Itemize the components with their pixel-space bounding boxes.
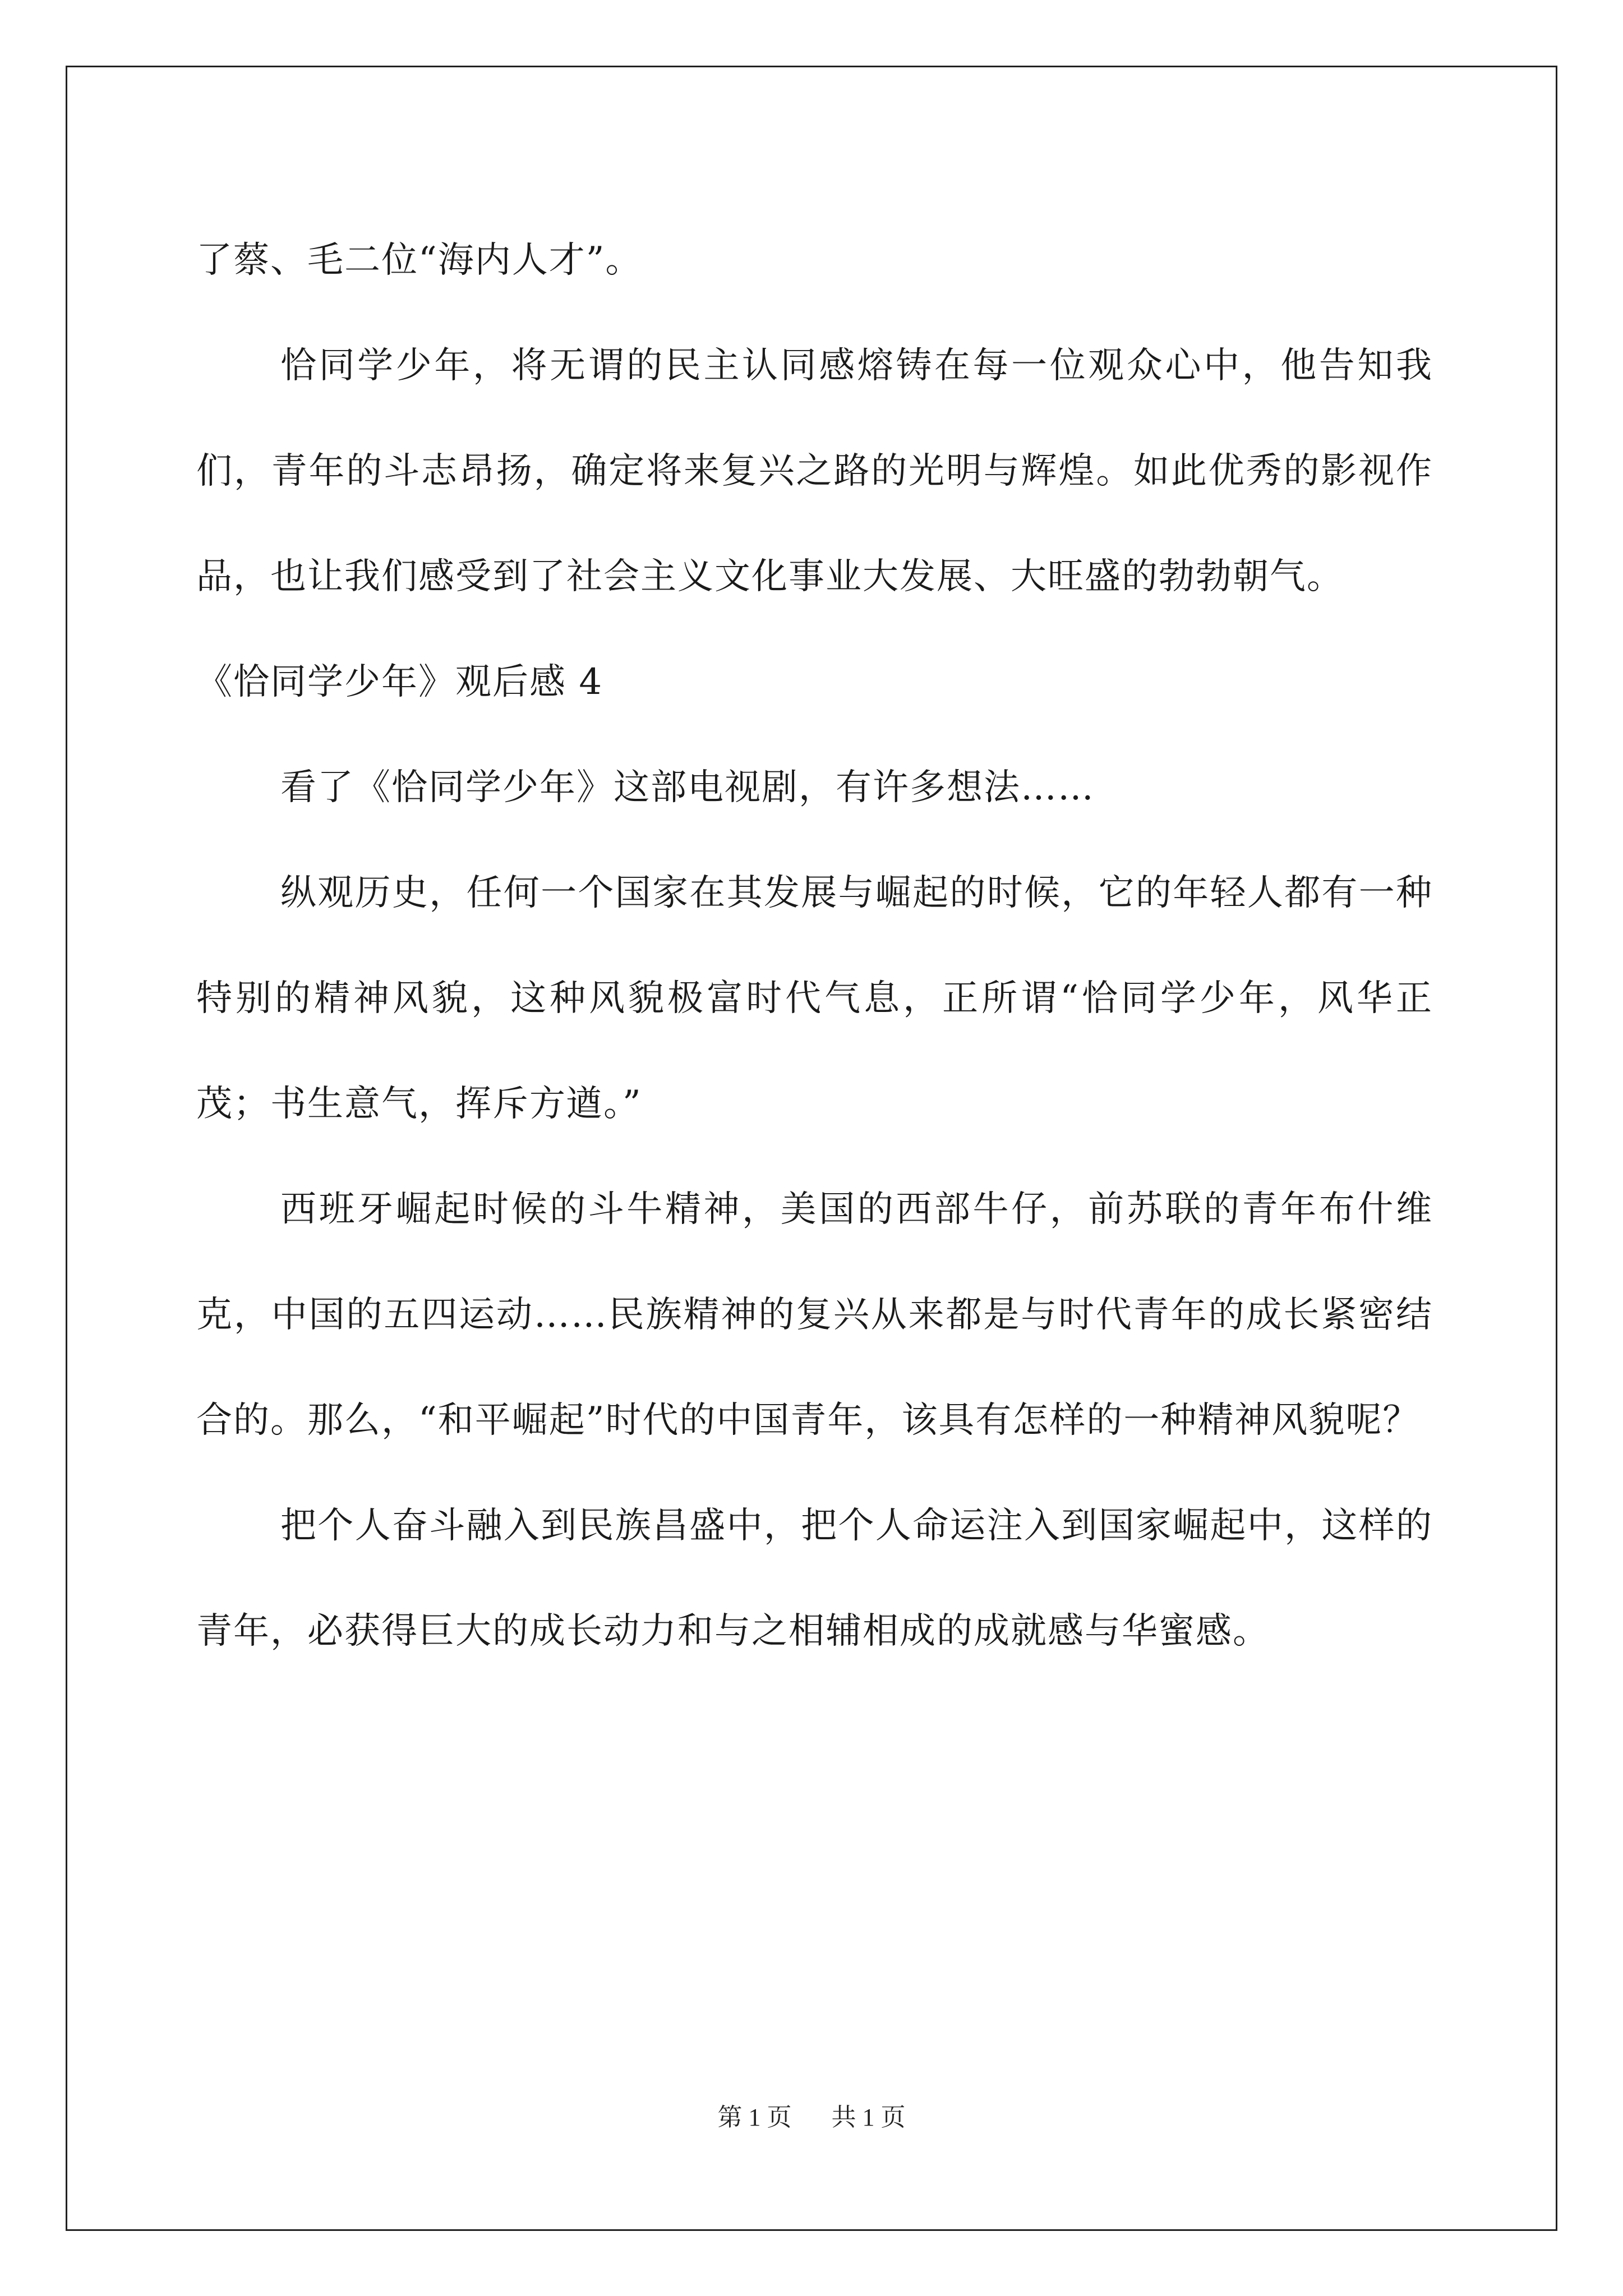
- page-number: 第 1 页: [717, 2104, 792, 2131]
- paragraph: 看了《恰同学少年》这部电视剧，有许多想法……: [280, 767, 1095, 808]
- section-heading: 《恰同学少年》观后感 4: [196, 661, 603, 703]
- paragraph: 把个人奋斗融入到民族昌盛中，把个人命运注入到国家崛起中，这样的青年，必获得巨大的成长动力和与之相辅相成的成就感与华蜜感。: [196, 1505, 1433, 1652]
- page-footer: [0, 2101, 1623, 2134]
- paragraph: 恰同学少年，将无谓的民主认同感熔铸在每一位观众心中，他告知我们，青年的斗志昂扬，确定将来复兴之路的光明与辉煌。如此优秀的影视作品，也让我们感受到了社会主义文化事业大发展、大旺盛的勃勃朝气。: [196, 345, 1433, 597]
- paragraph-continuation: 了蔡、毛二位“海内人才”。: [196, 240, 643, 281]
- paragraph: 纵观历史，任何一个国家在其发展与崛起的时候，它的年轻人都有一种特别的精神风貌，这种风貌极富时代气息，正所谓“恰同学少年，风华正茂；书生意气，挥斥方遒。”: [196, 872, 1433, 1125]
- paragraph: 西班牙崛起时候的斗牛精神，美国的西部牛仔，前苏联的青年布什维克，中国的五四运动……民族精神的复兴从来都是与时代青年的成长紧密结合的。那么，“和平崛起”时代的中国青年，该具有怎样的一种精神风貌呢？: [196, 1189, 1433, 1441]
- document-body: [196, 208, 1433, 1684]
- page-total: 共 1 页: [831, 2104, 906, 2131]
